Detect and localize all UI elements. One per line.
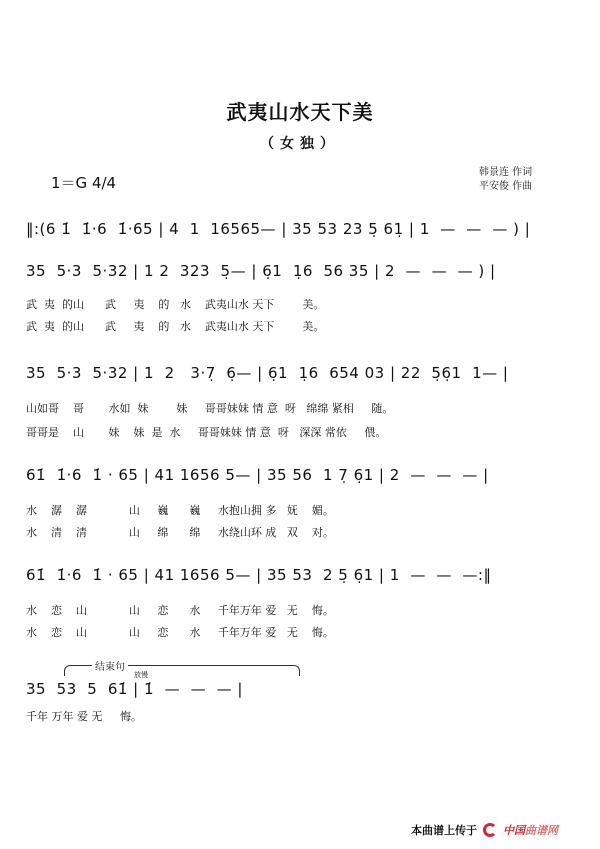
song-subtitle: （女独） — [260, 136, 340, 152]
notation-line: 35 5·3 5·32 | 1 2 3·7̣ 6̣— | 6̣1 1̣6 654 03 | 22 5̣6̣1 1— | — [26, 364, 509, 382]
site-logo-icon — [483, 823, 497, 837]
lyric-verse-2: 水 清 清 山 绵 绵 水绕山环 成 双 对。 — [26, 526, 334, 539]
lyric-verse-2: 武 夷 的山 武 夷 的 水 武夷山水 天下 美。 — [26, 320, 325, 333]
lyric-verse-1: 水 恋 山 山 恋 水 千年万年 爱 无 悔。 — [26, 604, 334, 617]
upload-footer — [411, 822, 558, 838]
notation-line: 61̇ 1̇·6 1̇ · 65 | 41 1656 5— | 35 53 2 5̣ 6̣1 | 1 — — —:‖ — [26, 566, 492, 584]
credits — [479, 166, 532, 194]
lyric-verse-1: 水 潺 潺 山 巍 巍 水抱山拥 多 妩 媚。 — [26, 504, 334, 517]
tempo-mark: 放慢 — [134, 671, 148, 679]
key-label: 1＝G — [51, 174, 88, 192]
notation-line: 35 53 5 61̇ | 1̇ — — — | — [26, 680, 243, 698]
lyric-verse-1: 山如哥 哥 水如 妹 妹 哥哥妹妹 情 意 呀 绵绵 紧相 随。 — [26, 402, 394, 415]
lyricist-credit: 韩景连 作词 — [479, 167, 533, 178]
notation-line: ‖:(6 1̇ 1̇·6 1̇·65 | 4 1 16565— | 35 53 23 5̣ 61̣ | 1 — — — ) | — [26, 220, 531, 238]
notation-line: 61̇ 1̇·6 1̇ · 65 | 41 1656 5— | 35 56 1 7̣ 6̣1 | 2 — — — | — [26, 466, 489, 484]
site-name[interactable] — [503, 822, 558, 838]
song-title: 武夷山水天下美 — [226, 100, 374, 124]
site-name-part-b: 曲谱网 — [525, 824, 558, 837]
site-name-part-a: 中国 — [503, 824, 525, 837]
lyric-verse-2: 水 恋 山 山 恋 水 千年万年 爱 无 悔。 — [26, 626, 334, 639]
composer-credit: 平安俊 作曲 — [479, 181, 533, 192]
lyric-verse-1: 武 夷 的山 武 夷 的 水 武夷山水 天下 美。 — [26, 298, 325, 311]
notation-line: 35 5·3 5·32 | 1 2 323 5̣— | 6̣1 1̣6 56 35 | 2 — — — ) | — [26, 262, 496, 280]
ending-label: 结束句 — [92, 658, 128, 673]
lyric-verse-1: 千年 万年 爱 无 悔。 — [26, 710, 142, 723]
time-signature: 4/4 — [91, 174, 117, 192]
lyric-verse-2: 哥哥是 山 妹 妹 是 水 哥哥妹妹 情 意 呀 深深 常依 偎。 — [26, 426, 387, 439]
upload-text: 本曲谱上传于 — [411, 824, 477, 837]
key-signature — [51, 172, 116, 193]
